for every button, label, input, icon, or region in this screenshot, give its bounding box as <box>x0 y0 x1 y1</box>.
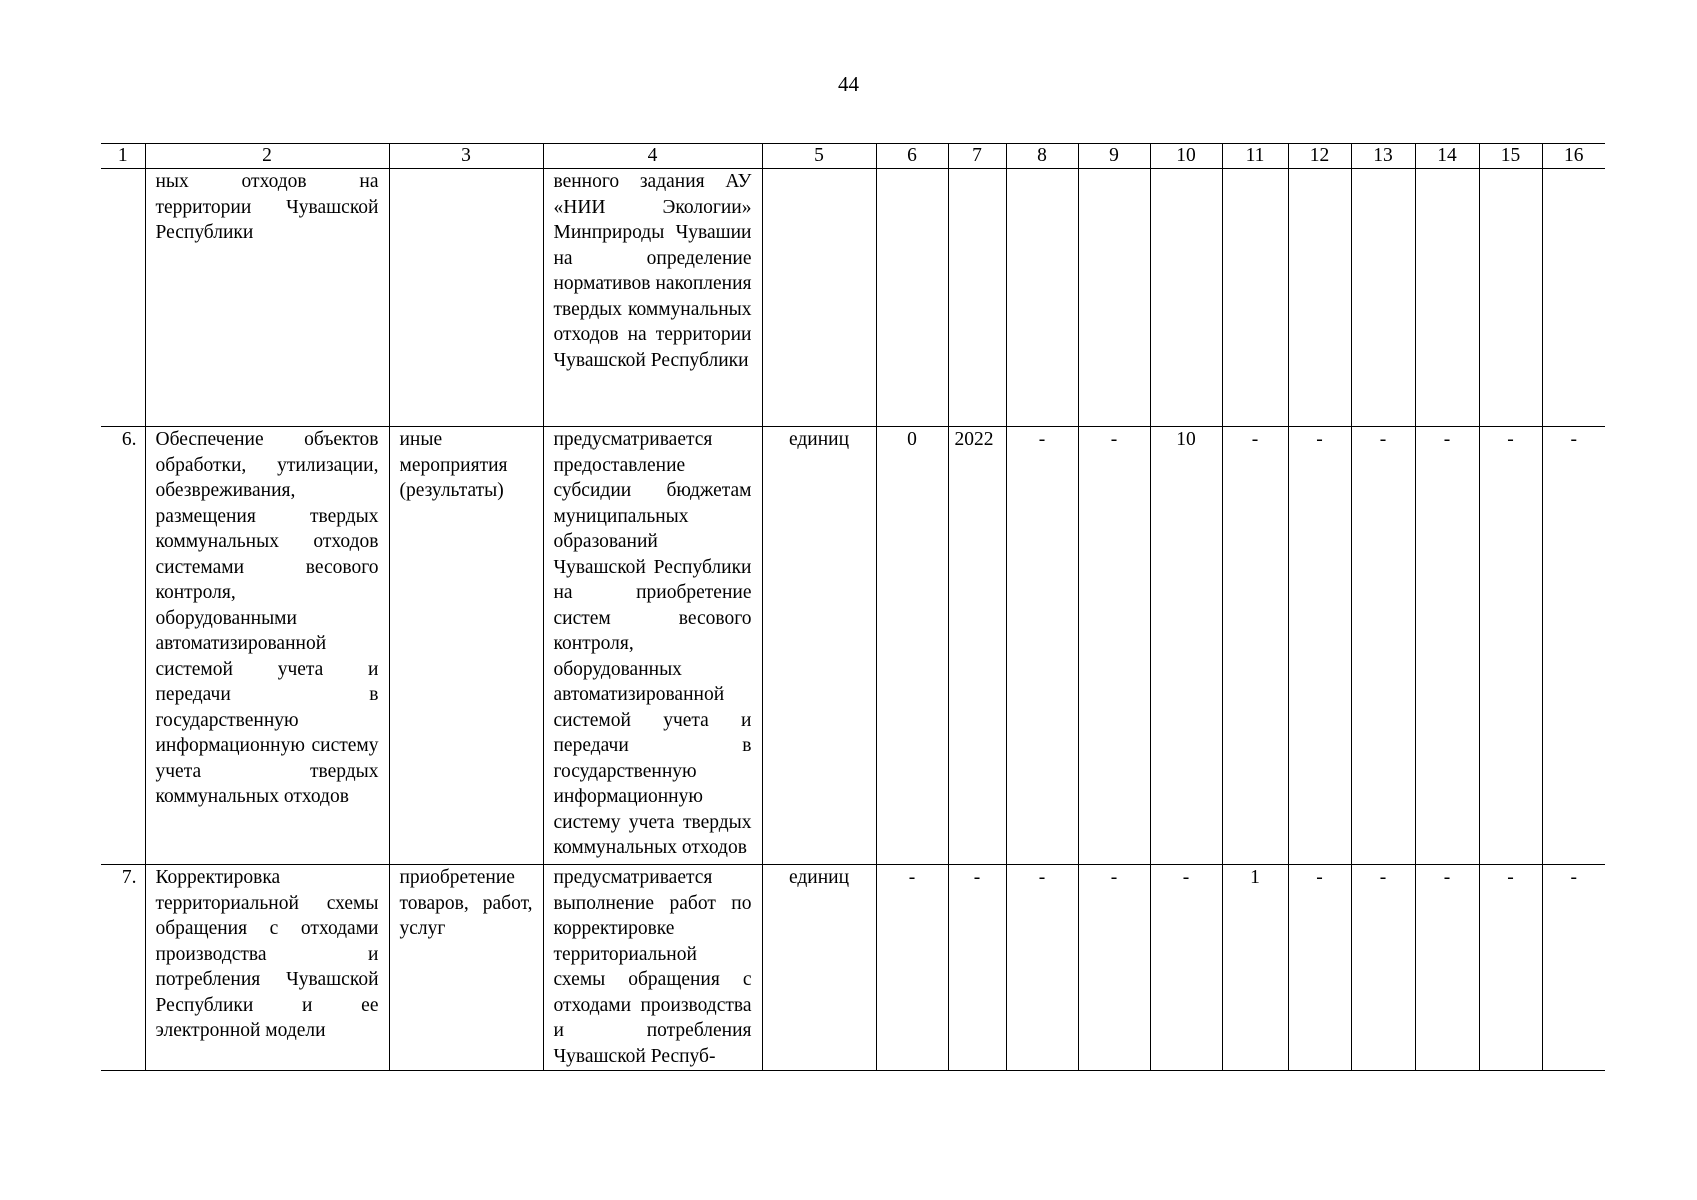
value-cell <box>1222 169 1288 427</box>
page-number: 44 <box>838 72 859 96</box>
value-cell: - <box>1222 427 1288 865</box>
column-header: 6 <box>876 144 948 169</box>
measures-table <box>101 143 1605 1071</box>
row-number: 7. <box>101 865 145 1071</box>
column-header: 7 <box>948 144 1006 169</box>
measure-type: приобретение товаров, работ, услуг <box>389 865 543 1071</box>
column-header: 5 <box>762 144 876 169</box>
value-cell: - <box>876 865 948 1071</box>
value-cell <box>876 169 948 427</box>
value-cell: - <box>1006 427 1078 865</box>
value-cell <box>1078 169 1150 427</box>
column-header: 14 <box>1415 144 1479 169</box>
measure-description: предусматривается предоставление субсидии бюджетам муниципальных образований Чувашской Республики на приобретение систем весового контроля, оборудованных автоматизированной системой учета и передачи в государственную информационную систему учета твердых коммунальных отходов <box>543 427 762 865</box>
measure-name: Обеспечение объектов обработки, утилизации, обезвреживания, размещения твердых коммунальных отходов системами весового контроля, оборудованными автоматизированной системой учета и передачи в государственную информационную систему учета твердых коммунальных отходов <box>145 427 389 865</box>
table-row <box>101 427 1605 865</box>
value-cell <box>1542 169 1605 427</box>
measure-description: предусматривается выполнение работ по корректировке территориальной схемы обращения с отходами производства и потребления Чувашской Респуб- <box>543 865 762 1071</box>
unit-cell: единиц <box>762 865 876 1071</box>
value-cell: - <box>1078 427 1150 865</box>
value-cell <box>1006 169 1078 427</box>
value-cell: - <box>1542 865 1605 1071</box>
value-cell: - <box>1542 427 1605 865</box>
measure-name: Корректировка территориальной схемы обращения с отходами производства и потребления Чувашской Республики и ее электронной модели <box>145 865 389 1071</box>
value-cell <box>1479 169 1542 427</box>
table-row <box>101 169 1605 427</box>
value-cell <box>1150 169 1222 427</box>
column-header: 8 <box>1006 144 1078 169</box>
value-cell: - <box>948 865 1006 1071</box>
value-cell: - <box>1006 865 1078 1071</box>
measure-name: ных отходов на территории Чувашской Республики <box>145 169 389 427</box>
value-cell <box>1288 169 1351 427</box>
column-header: 12 <box>1288 144 1351 169</box>
column-header: 13 <box>1351 144 1415 169</box>
value-cell: - <box>1415 427 1479 865</box>
measure-description: венного задания АУ «НИИ Экологии» Минприроды Чувашии на определение нормативов накопления твердых коммунальных отходов на территории Чувашской Республики <box>543 169 762 427</box>
value-cell <box>1415 169 1479 427</box>
value-cell: - <box>1351 427 1415 865</box>
measure-type: иные мероприятия (результаты) <box>389 427 543 865</box>
value-cell: 1 <box>1222 865 1288 1071</box>
unit-cell: единиц <box>762 427 876 865</box>
value-cell: - <box>1479 865 1542 1071</box>
value-cell: 2022 <box>948 427 1006 865</box>
table-header-row <box>101 144 1605 169</box>
value-cell: - <box>1288 865 1351 1071</box>
value-cell: - <box>1078 865 1150 1071</box>
value-cell: - <box>1150 865 1222 1071</box>
row-number: 6. <box>101 427 145 865</box>
column-header: 16 <box>1542 144 1605 169</box>
measure-type <box>389 169 543 427</box>
column-header: 11 <box>1222 144 1288 169</box>
value-cell <box>1351 169 1415 427</box>
column-header: 4 <box>543 144 762 169</box>
column-header: 2 <box>145 144 389 169</box>
value-cell: - <box>1479 427 1542 865</box>
column-header: 15 <box>1479 144 1542 169</box>
value-cell: 0 <box>876 427 948 865</box>
column-header: 10 <box>1150 144 1222 169</box>
column-header: 1 <box>101 144 145 169</box>
row-number <box>101 169 145 427</box>
column-header: 3 <box>389 144 543 169</box>
value-cell: 10 <box>1150 427 1222 865</box>
value-cell: - <box>1351 865 1415 1071</box>
value-cell <box>948 169 1006 427</box>
value-cell: - <box>1415 865 1479 1071</box>
table-row <box>101 865 1605 1071</box>
column-header: 9 <box>1078 144 1150 169</box>
value-cell: - <box>1288 427 1351 865</box>
unit-cell <box>762 169 876 427</box>
